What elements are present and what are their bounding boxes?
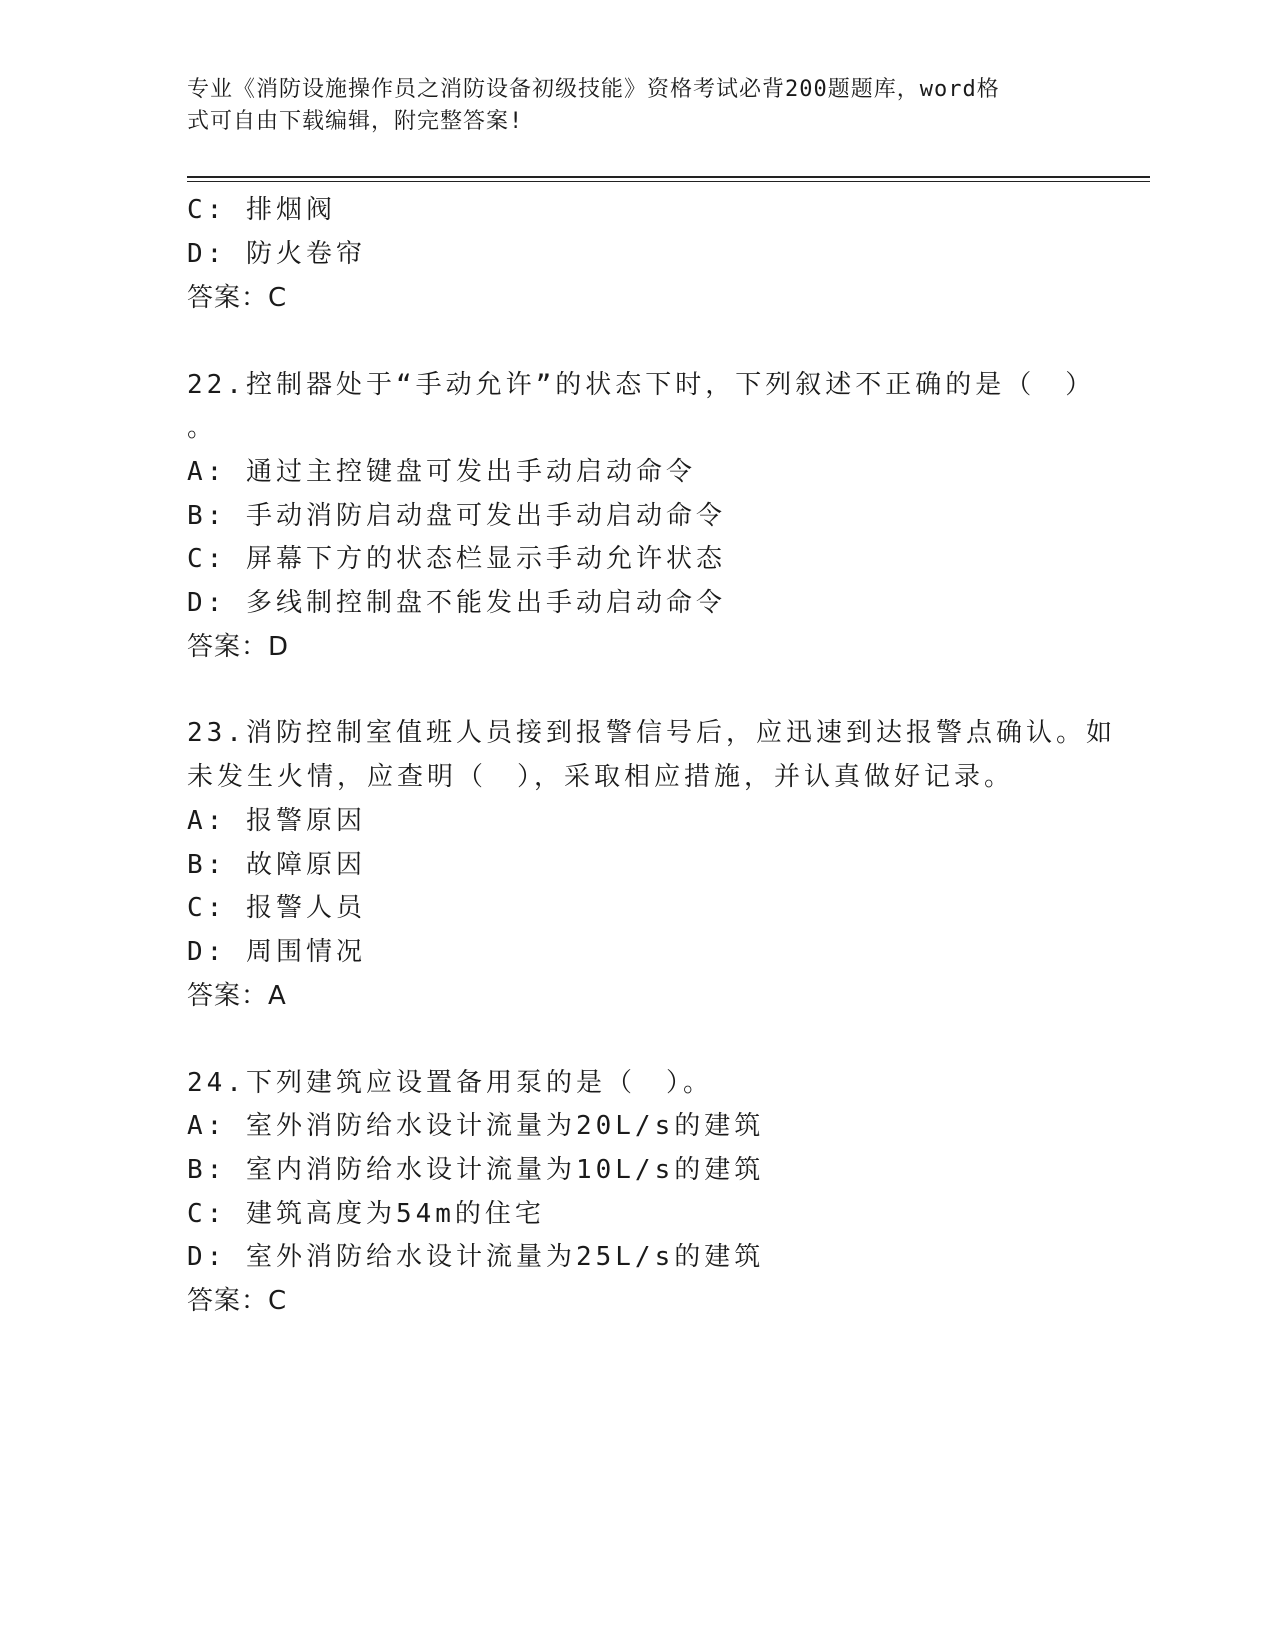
q24-answer: 答案：C: [187, 1286, 288, 1316]
header-line-1: 专业《消防设施操作员之消防设备初级技能》资格考试必背200题题库，word格: [187, 77, 1000, 102]
q22-option-c: C: 屏幕下方的状态栏显示手动允许状态: [187, 544, 726, 574]
header-divider-thick: [187, 176, 1150, 178]
q23-option-c: C: 报警人员: [187, 893, 366, 923]
q23-option-a: A: 报警原因: [187, 806, 366, 836]
q23-option-d: D: 周围情况: [187, 937, 366, 967]
q21-option-c: C: 排烟阀: [187, 195, 336, 225]
q22-stem-line-1: 22.控制器处于“手动允许”的状态下时，下列叙述不正确的是（ ）: [187, 370, 1096, 400]
q21-option-d: D: 防火卷帘: [187, 239, 366, 269]
q24-option-a: A: 室外消防给水设计流量为20L/s的建筑: [187, 1111, 765, 1141]
q23-stem-line-2: 未发生火情，应查明（ ），采取相应措施，并认真做好记录。: [187, 762, 1015, 792]
q22-option-b: B: 手动消防启动盘可发出手动启动命令: [187, 501, 726, 531]
q21-answer: 答案：C: [187, 283, 288, 313]
q23-answer: 答案：A: [187, 981, 287, 1011]
q24-option-b: B: 室内消防给水设计流量为10L/s的建筑: [187, 1155, 765, 1185]
q22-answer: 答案：D: [187, 632, 290, 662]
q24-stem-line-1: 24.下列建筑应设置备用泵的是（ ）。: [187, 1068, 713, 1098]
q23-stem-line-1: 23.消防控制室值班人员接到报警信号后，应迅速到达报警点确认。如: [187, 718, 1116, 748]
q22-option-a: A: 通过主控键盘可发出手动启动命令: [187, 457, 696, 487]
header-line-2: 式可自由下载编辑，附完整答案!: [187, 109, 524, 134]
q23-option-b: B: 故障原因: [187, 850, 366, 880]
q22-stem-line-2: 。: [187, 413, 218, 443]
header-divider-thin: [187, 181, 1150, 182]
q24-option-c: C: 建筑高度为54m的住宅: [187, 1199, 545, 1229]
document-header: [187, 74, 1067, 138]
q22-option-d: D: 多线制控制盘不能发出手动启动命令: [187, 588, 726, 618]
q24-option-d: D: 室外消防给水设计流量为25L/s的建筑: [187, 1242, 765, 1272]
